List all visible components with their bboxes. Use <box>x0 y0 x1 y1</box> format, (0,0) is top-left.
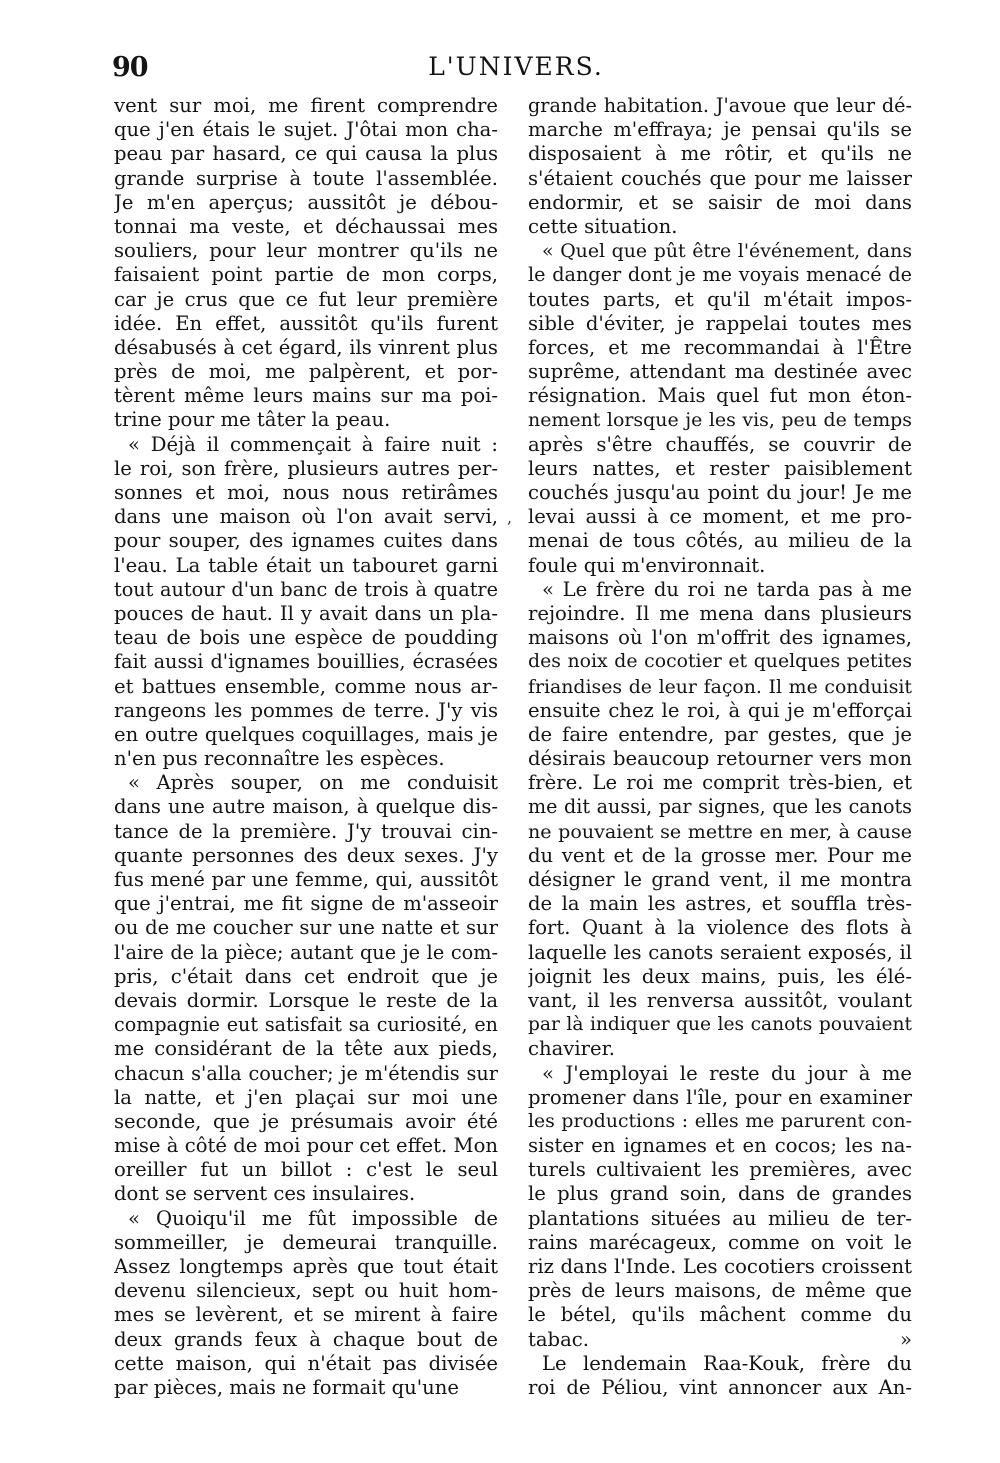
text-line: tance de la première. J'y trouvai cin- <box>114 819 498 843</box>
text-line: chacun s'alla coucher; je m'étendis sur <box>114 1061 498 1085</box>
text-line: cette maison, qui n'était pas divisée <box>114 1351 498 1375</box>
text-line: grande habitation. J'avoue que leur dé- <box>528 94 912 117</box>
text-line: « Après souper, on me conduisit <box>128 771 498 795</box>
text-line: endormir, et se saisir de moi dans <box>528 190 912 214</box>
right-text-column <box>528 94 912 1400</box>
text-line: près de moi, me palpèrent, et por- <box>114 360 498 384</box>
text-line: me considérant de la tête aux pieds, <box>114 1037 498 1061</box>
text-line: la natte, et j'en plaçai sur moi une <box>114 1085 498 1109</box>
text-line: dans une autre maison, à quelque dis- <box>114 795 498 819</box>
text-line: cette situation. <box>528 214 678 238</box>
text-line: teau de bois une espèce de poudding <box>114 626 498 650</box>
text-line: vant, il les renversa aussitôt, voulant <box>528 988 912 1012</box>
text-line: marche m'effraya; je pensai qu'ils se <box>528 118 912 142</box>
text-line: de la main les astres, et souffla très- <box>528 892 912 916</box>
text-line: tèrent même leurs mains sur ma poi- <box>114 384 498 408</box>
text-line: ensuite chez le roi, à qui je m'efforçai <box>528 698 912 722</box>
text-line: rains marécageux, comme on voit le <box>528 1230 912 1254</box>
text-line: le roi, son frère, plusieurs autres per- <box>114 456 498 480</box>
text-line: couchés jusqu'au point du jour! Je me <box>528 481 912 504</box>
text-line: nement lorsque je les vis, peu de temps <box>528 409 912 432</box>
text-line: fort. Quant à la violence des flots à <box>528 916 912 940</box>
text-line: forces, et me recommandai à l'Être <box>528 335 912 359</box>
text-line: quante personnes des deux sexes. J'y <box>114 843 498 867</box>
text-line: tout autour d'un banc de trois à quatre <box>114 577 498 601</box>
text-line: sister en ignames et en cocos; les na- <box>528 1134 912 1158</box>
text-line: joignit les deux mains, puis, les élé- <box>528 964 912 988</box>
text-line: que j'entrai, me fit signe de m'asseoir <box>114 892 498 916</box>
text-line: peau par hasard, ce qui causa la plus <box>114 142 498 166</box>
text-line: ou de me coucher sur une natte et sur <box>114 916 498 940</box>
text-line: idée. En effet, aussitôt qu'ils furent <box>114 311 498 335</box>
text-line: plantations situées au milieu de ter- <box>528 1206 912 1230</box>
text-line: de faire entendre, par gestes, que je <box>528 722 912 746</box>
text-line: mes se levèrent, et se mirent à faire <box>114 1303 498 1327</box>
text-line: le bétel, qu'ils mâchent comme du <box>528 1303 912 1327</box>
text-line: rejoindre. Il me mena dans plusieurs <box>528 601 912 625</box>
text-line: « Le frère du roi ne tarda pas à me <box>542 577 912 601</box>
text-line: deux grands feux à chaque bout de <box>114 1327 498 1351</box>
text-line: levai aussi à ce moment, et me pro- <box>528 505 912 529</box>
text-line: n'en pus reconnaître les espèces. <box>114 747 445 771</box>
text-line: tonnai ma veste, et déchaussai mes <box>114 214 498 238</box>
text-line: « J'employai le reste du jour à me <box>542 1061 912 1085</box>
text-line: près de leurs maisons, de même que <box>528 1279 912 1303</box>
text-line: par pièces, mais ne formait qu'une <box>114 1375 459 1399</box>
text-line: par là indiquer que les canots pouvaient <box>528 1014 912 1036</box>
text-line: en outre quelques coquillages, mais je <box>114 722 498 746</box>
text-line: car je crus que ce fut leur première <box>114 287 498 311</box>
text-line: le plus grand soin, dans de grandes <box>528 1182 912 1206</box>
text-line: l'aire de la pièce; autant que je le com- <box>114 940 498 964</box>
text-line: du vent et de la grosse mer. Pour me <box>528 843 912 867</box>
text-line: maisons où l'on m'offrit des ignames, <box>528 626 912 650</box>
text-line: dont se servent ces insulaires. <box>114 1182 416 1206</box>
text-line: souliers, pour leur montrer qu'ils ne <box>114 239 498 263</box>
text-line: Le lendemain Raa-Kouk, frère du <box>542 1351 912 1375</box>
text-line: tabac. » <box>528 1327 912 1351</box>
text-line: « Déjà il commençait à faire nuit : <box>128 432 498 456</box>
text-line: turels cultivaient les premières, avec <box>528 1158 912 1182</box>
text-line: foule qui m'environnait. <box>528 553 766 577</box>
text-line: faisaient point partie de mon corps, <box>114 263 498 287</box>
left-text-column <box>114 94 498 1400</box>
text-line: compagnie eut satisfait sa curiosité, en <box>114 1013 498 1037</box>
running-title: L'UNIVERS. <box>428 52 604 81</box>
text-line: et battues ensemble, comme nous ar- <box>114 674 498 698</box>
text-line: devais dormir. Lorsque le reste de la <box>114 988 498 1012</box>
text-line: dans une maison où l'on avait servi, <box>114 505 498 529</box>
text-line: pris, c'était dans cet endroit que je <box>114 964 498 988</box>
text-line: s'étaient couchés que pour me laisser <box>528 166 912 190</box>
text-line: seconde, que je présumais avoir été <box>114 1109 498 1133</box>
text-line: pouces de haut. Il y avait dans un pla- <box>114 601 498 625</box>
text-line: des noix de cocotier et quelques petites <box>528 651 912 673</box>
text-line: toutes parts, et qu'il m'était impos- <box>528 287 912 311</box>
text-line: ne pouvaient se mettre en mer, à cause <box>528 820 912 843</box>
text-line: laquelle les canots seraient exposés, il <box>528 940 912 964</box>
text-line: les productions : elles me parurent con- <box>528 1110 912 1132</box>
text-line: friandises de leur façon. Il me conduisit <box>528 675 912 698</box>
text-line: sonnes et moi, nous nous retirâmes <box>114 481 498 504</box>
text-line: désigner le grand vent, il me montra <box>528 868 912 891</box>
text-line: me dit aussi, par signes, que les canots <box>528 795 912 819</box>
text-line: leurs nattes, et rester paisiblement <box>528 456 912 480</box>
text-line: désabusés à cet égard, ils vinrent plus <box>114 335 498 359</box>
text-line: pour souper, des ignames cuites dans <box>114 529 498 553</box>
text-line: résignation. Mais quel fut mon éton- <box>528 384 912 408</box>
text-line: sommeiller, je demeurai tranquille. <box>114 1230 498 1254</box>
page-header <box>112 52 920 88</box>
text-line: « Quel que pût être l'événement, dans <box>542 240 912 263</box>
text-line: fait aussi d'ignames bouillies, écrasées <box>114 650 498 674</box>
text-line: « Quoiqu'il me fût impossible de <box>128 1206 498 1230</box>
page-number: 90 <box>112 52 148 83</box>
text-line: oreiller fut un billot : c'est le seul <box>114 1158 498 1182</box>
text-line: mise à côté de moi pour cet effet. Mon <box>114 1134 498 1158</box>
text-line: vent sur moi, me firent comprendre <box>114 94 498 117</box>
text-line: disposaient à me rôtir, et qu'ils ne <box>528 142 912 166</box>
text-line: promener dans l'île, pour en examiner <box>528 1085 912 1109</box>
text-line: grande surprise à toute l'assemblée. <box>114 166 498 190</box>
text-line: trine pour me tâter la peau. <box>114 408 391 432</box>
text-line: menai de tous côtés, au milieu de la <box>528 529 912 553</box>
text-line: Je m'en aperçus; aussitôt je débou- <box>114 190 498 214</box>
text-line: fus mené par une femme, qui, aussitôt <box>114 868 498 891</box>
text-line: l'eau. La table était un tabouret garni <box>114 553 498 577</box>
text-line: chavirer. <box>528 1037 616 1061</box>
text-line: désirais beaucoup retourner vers mon <box>528 747 912 771</box>
text-line: roi de Péliou, vint annoncer aux An- <box>528 1375 912 1399</box>
text-line: le danger dont je me voyais menacé de <box>528 263 912 287</box>
margin-mark: , <box>507 508 513 527</box>
text-line: que j'en étais le sujet. J'ôtai mon cha- <box>114 118 498 142</box>
text-line: après s'être chauffés, se couvrir de <box>528 432 912 456</box>
text-line: devenu silencieux, sept ou huit hom- <box>114 1279 498 1303</box>
text-line: frère. Le roi me comprit très-bien, et <box>528 771 912 795</box>
text-line: sible d'éviter, je rappelai toutes mes <box>528 311 912 335</box>
text-line: Assez longtemps après que tout était <box>114 1255 498 1278</box>
text-line: suprême, attendant ma destinée avec <box>528 360 912 384</box>
text-line: rangeons les pommes de terre. J'y vis <box>114 698 498 722</box>
text-line: riz dans l'Inde. Les cocotiers croissent <box>528 1255 912 1278</box>
